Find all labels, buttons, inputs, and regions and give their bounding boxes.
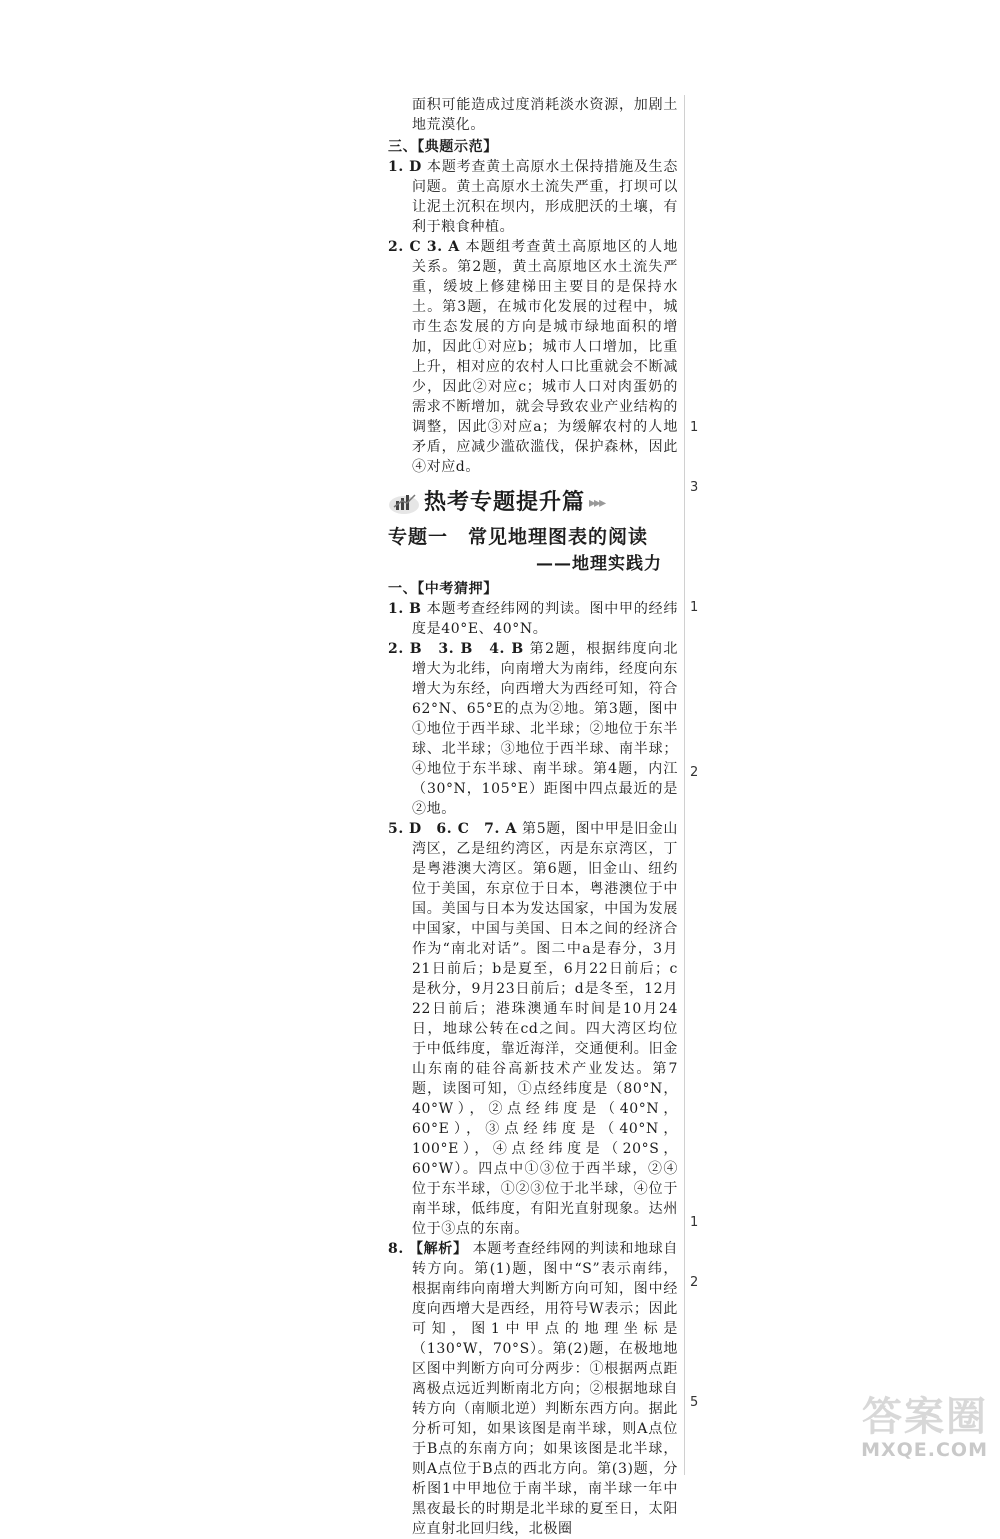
section1-q234 [388,639,678,819]
banner-arrows: ▸▸▸ [589,495,605,511]
column-divider [684,95,685,1475]
topic-subtitle: ——地理实践力 [536,554,662,574]
watermark-url: MXQE.COM [861,1439,988,1461]
q-number: 2. [388,641,404,657]
q-text: 第2题，根据纬度向北增大为北纬，向南增大为南纬，经度向东增大为东经，向西增大为西经可知，符合62°N、65°E的点为②地。第3题，图中①地位于西半球、北半球；②地位于东半球、北半球；③地位于西半球、南半球；④地位于东半球、南半球。第4题，内江（30°N，105°E）距图中四点最近的是②地。 [412,641,678,817]
watermark [818,1385,988,1465]
q-answer: D [409,159,422,175]
banner-title: 热考专题提升篇 [424,490,586,515]
section-banner [388,487,678,519]
q-answer: B [409,601,422,617]
section1-heading: 一、【中考猜押】 [388,581,498,597]
section1-q567 [388,819,678,1239]
watermark-logo: 答案圈 [862,1394,988,1440]
q-number: 1. [388,601,404,617]
q-number-2: 3. [426,239,443,255]
q-text: 本题考查黄土高原水土保持措施及生态问题。黄土高原水土流失严重，打坝可以让泥土沉积在坝内，形成肥沃的土壤，有利于粮食种植。 [412,159,678,235]
q-answers: B 3. B 4. B [409,641,524,657]
answer-column [388,95,678,1539]
edge-mark: 3 [690,480,699,495]
q-text: 本题考查经纬网的判读。图中甲的经纬度是40°E、40°N。 [412,601,678,637]
growth-chart-icon [388,491,420,515]
q-number: 8. [388,1241,404,1257]
edge-mark: 1 [690,420,699,435]
q-text: 本题组考查黄土高原地区的人地关系。第2题，黄土高原地区水土流失严重，缓坡上修建梯田主要目的是保持水土。第3题，在城市化发展的过程中，城市生态发展的方向是城市绿地面积的增加，因此①对应b；城市人口增加，比重上升，相对应的农村人口比重就会不断减少，因此②对应c；城市人口对肉蛋奶的需求不断增加，就会导致农业产业结构的调整，因此③对应a；为缓解农村的人地矛盾，应减少滥砍滥伐，保护森林，因此④对应d。 [412,239,678,475]
section1-q8 [388,1239,678,1539]
edge-mark: 2 [690,1275,699,1290]
continued-text: 面积可能造成过度消耗淡水资源，加剧土地荒漠化。 [412,97,678,133]
edge-mark: 2 [690,765,699,780]
edge-mark: 5 [690,1395,699,1410]
q-answer-2: A [448,239,460,255]
q-number: 5. [388,821,404,837]
section3-q23 [388,237,678,477]
q-answer: C [409,239,422,255]
q-number: 1. [388,159,404,175]
section3-heading: 三、【典题示范】 [388,139,498,155]
q-answers: D 6. C 7. A [408,821,517,837]
analysis-label: 【解析】 [408,1241,468,1257]
edge-mark: 1 [690,600,699,615]
edge-mark: 1 [690,1215,699,1230]
section3-q1 [388,157,678,237]
topic-title: 专题一 常见地理图表的阅读 [388,526,649,548]
q-text: 第5题，图中甲是旧金山湾区，乙是纽约湾区，丙是东京湾区，丁是粤港澳大湾区。第6题，旧金山、纽约位于美国，东京位于日本，粤港澳位于中国。美国与日本为发达国家，中国为发展中国家，中国与美国、日本之间的经济合作为“南北对话”。图二中a是春分，3月21日前后；b是夏至，6月22日前后；c是秋分，9月23日前后；d是冬至，12月22日前后；港珠澳通车时间是10月24日，地球公转在cd之间。四大湾区均位于中低纬度，靠近海洋，交通便利。旧金山东南的硅谷高新技术产业发达。第7题，读图可知，①点经纬度是（80°N，40°W），②点经纬度是（40°N，60°E），③点经纬度是（40°N，100°E），④点经纬度是（20°S，60°W）。四点中①③位于西半球，②④位于东半球，①②③位于北半球，④位于南半球，低纬度，有阳光直射现象。达州位于③点的东南。 [412,821,678,1237]
q-text: 本题考查经纬网的判读和地球自转方向。第(1)题，图中“S”表示南纬，根据南纬向南增大判断方向可知，图中经度向西增大是西经，用符号W表示；因此可知，图1中甲点的地理坐标是（130°W，70°S）。第(2)题，在极地地区图中判断方向可分两步：①根据两点距离极点远近判断南北方向；②根据地球自转方向（南顺北逆）判断东西方向。据此分析可知，如果该图是南半球，则A点位于B点的东南方向；如果该图是北半球，则A点位于B点的西北方向。第(3)题，分析图1中甲地位于南半球，南半球一年中黑夜最长的时期是北半球的夏至日，太阳应直射北回归线，北极圈 [412,1241,678,1537]
q-number: 2. [388,239,404,255]
section1-q1 [388,599,678,639]
